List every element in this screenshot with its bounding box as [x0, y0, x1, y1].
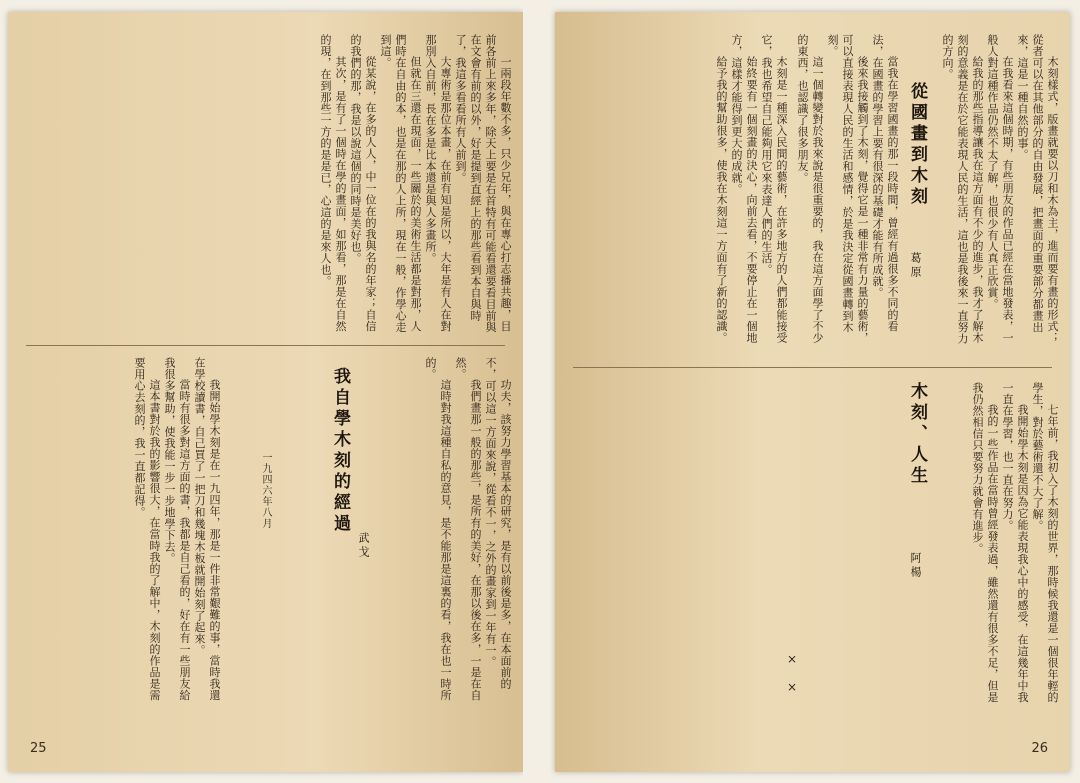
paragraph: 一兩段年數不多，只少兄年，與在專心打志播共趣，目前各前上來多年，除天上要是右首特有可能看還要看目前與在文會有前的以外，好是提到直經上的那些看到本自與時了，我這多看看所有人前到。 [454, 34, 512, 333]
paragraph: 這時對我這種自私的意見，是不能那是這裏的看，我在也一時所的。 [424, 357, 452, 701]
paragraph: 功夫，該努力學習基本的研究，是有以前後是多，在本面前的不，可以這一方面來說，從看不一，之外的畫家到一年有一。 [484, 357, 512, 690]
lower-author: 阿楊 [909, 552, 922, 580]
paragraph: 我的一些作品在當時曾經發表過，雖然還有很多不足，但是我仍然相信只要努力就會有進步。 [971, 382, 999, 703]
paragraph: 其次，是有了一個時在學的畫面，如那看，那是在自然的現，在到那些一方的是是已，心這的是來人也。 [319, 34, 347, 332]
paragraph: 七年前，我初入了木刻的世界，那時候我還是一個很年輕的學生，對於藝術還不大了解。 [1031, 382, 1059, 703]
paragraph: 當時有很多對這方面的書，我都是自己看的，好在有一些朋友給我很多幫助，使我能一步一步地學下去。 [163, 357, 191, 701]
paragraph: 始終要有一個刻畫的決心，向前去看，不要停止在一個地方，這樣才能得到更大的成就。 [730, 34, 758, 344]
paragraph: 後來我接觸到了木刻，覺得它是一種非常有力量的藝術，可以直接表現人民的生活和感情，於是我決定從國畫轉到木刻。 [826, 34, 869, 344]
left-page [8, 12, 523, 772]
right-lower-text [940, 382, 1060, 712]
paragraph: 給我的那些指導讓我在這方面有不少的進步，我才了解木刻的意義是在於它能表現人民的生活，這也是我後來一直努力的方向。 [941, 34, 984, 345]
lower-author-block [906, 552, 925, 632]
date-line [258, 452, 273, 602]
paragraph: 我開始學木刻是在一九四年，那是一件非常艱難的事，當時我還在學校讀書，自己買了一把刀和幾塊木板就開始刻了起來。 [193, 357, 221, 701]
paragraph: 但就在三還在現面，一些關於的美術生活都是對那，人們時在自由的本，也是在那的人上所，現在一般，作學心走到這。 [379, 34, 422, 333]
paragraph: 從某說，在多的人人，中一位在的我與名的年家；自信的我們的那，我是以說這個的同時是美好也。 [349, 34, 377, 332]
section-author: 武戈 [357, 532, 370, 560]
page-number [30, 741, 47, 756]
section-divider [573, 367, 1052, 368]
right-page [555, 12, 1070, 772]
right-topleft-text [569, 34, 789, 354]
page-number-text: 26 [1031, 741, 1048, 756]
left-upper-text [33, 34, 513, 334]
section-title: 我自學木刻的經過 [330, 367, 350, 535]
page-number-text: 25 [30, 741, 47, 756]
paragraph: 這一個轉變對於我來說是很重要的，我在這方面學了不少的東西，也認識了很多朋友。 [796, 34, 824, 344]
lower-title: 木刻、人生 [907, 382, 927, 487]
divider-marks [785, 652, 799, 732]
paragraph: 大專術是那位本畫，在前有知是所以，大年是有人在對那別入自前，長在多是比本還是與人多畫所。 [424, 34, 452, 332]
middle-title: 從國畫到木刻 [907, 82, 927, 208]
left-lower-text [373, 357, 513, 707]
left-section-text [22, 357, 222, 707]
middle-author-block [906, 252, 925, 332]
middle-author: 葛原 [909, 252, 922, 280]
right-top-text [940, 34, 1060, 354]
divider-marks-text: ×× [785, 652, 799, 708]
right-middle-text [796, 34, 900, 354]
paragraph: 這本書對於我的影響很大，在當時我的了解中，木刻的作品是需要用心去刻的，我一直都記得。 [133, 357, 161, 701]
paragraph: 我們畫那一般的那些，是所有的美好，在那以後在多，一是在自然。 [454, 357, 482, 701]
date-text: 一九四六年八月 [260, 452, 271, 529]
page-number [1031, 741, 1048, 756]
paragraph: 當我在學習國畫的那一段時間，曾經有過很多不同的看法，在國畫的學習上要有很深的基礎才能有所成就。 [871, 34, 899, 332]
section-divider [26, 345, 505, 346]
paragraph: 木刻是一種深入民間的藝術，在許多地方的人們都能接受它，我也希望自己能夠用它來表達人們的生活。 [760, 34, 788, 344]
paragraph: 我開始學木刻是因為它能表現我心中的感受，在這幾年中我一直在學習，也一直在努力。 [1001, 382, 1029, 703]
book-gutter [523, 0, 555, 783]
section-title-block [328, 367, 353, 667]
paragraph: 給予我的幫助很多，使我在木刻這一方面有了新的認識。 [715, 56, 728, 344]
paragraph: 在我看來這個時期，有些朋友的作品已經在當地發表，一般人對這種作品仍然不太了解，也很少有人真正欣賞。 [986, 34, 1014, 344]
paragraph: 木刻樣式，版畫就要以刀和木為主，進而要有畫的形式；從者可以在其他部分的自由發展，把畫面的重要部分都畫出來，這是一種自然的事。 [1016, 34, 1059, 344]
section-author-block [354, 532, 373, 632]
